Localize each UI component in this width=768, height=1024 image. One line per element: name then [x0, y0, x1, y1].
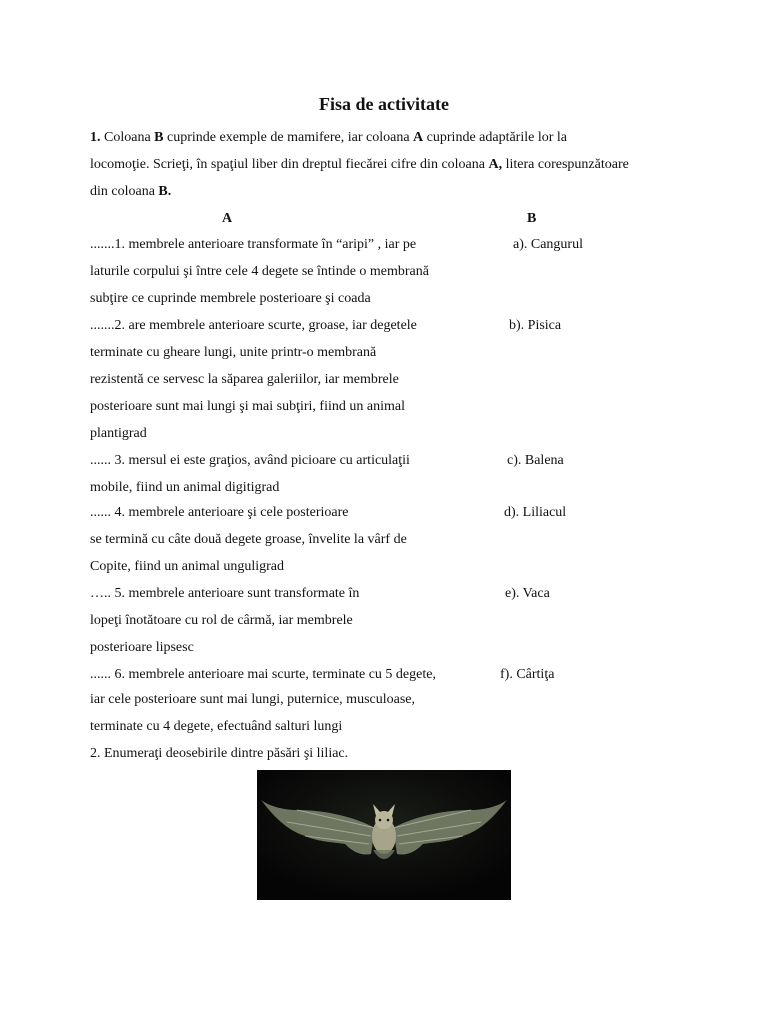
- option-b: b). Pisica: [509, 318, 562, 333]
- item-3-line-2: mobile, fiind un animal digitigrad: [90, 480, 280, 495]
- column-a-header: A: [222, 211, 233, 226]
- q1-text: Coloana: [100, 130, 155, 145]
- item-4-line-1: ...... 4. membrele anterioare şi cele posterioare: [90, 505, 349, 520]
- item-4-line-3: Copite, fiind un animal unguligrad: [90, 559, 285, 574]
- item-2-line-4: posterioare sunt mai lungi şi mai subţiri, fiind un animal: [90, 399, 405, 414]
- q1-text: litera corespunzătoare: [502, 157, 629, 172]
- option-c: c). Balena: [507, 453, 564, 468]
- item-2-line-3: rezistentă ce servesc la săparea galeriilor, iar membrele: [90, 372, 399, 387]
- q1-text: cuprinde adaptările lor la: [423, 130, 567, 145]
- option-a: a). Cangurul: [513, 237, 583, 252]
- option-f: f). Cârtiţa: [500, 667, 555, 682]
- item-1-line-2: laturile corpului şi între cele 4 degete se întinde o membrană: [90, 264, 429, 279]
- item-5-line-3: posterioare lipsesc: [90, 640, 194, 655]
- item-5-line-2: lopeţi înotătoare cu rol de cârmă, iar membrele: [90, 613, 353, 628]
- q1-text: din coloana: [90, 184, 159, 199]
- q1-bold-b: B.: [158, 184, 172, 199]
- page-title: Fisa de activitate: [319, 94, 449, 114]
- q1-bold-a: A: [413, 130, 424, 145]
- q1-bold-a: A,: [488, 157, 503, 172]
- item-5-line-1: ….. 5. membrele anterioare sunt transformate în: [90, 586, 360, 601]
- q1-number: 1.: [90, 130, 101, 145]
- item-6-line-1: ...... 6. membrele anterioare mai scurte, terminate cu 5 degete,: [90, 667, 436, 682]
- q1-text: cuprinde exemple de mamifere, iar coloana: [163, 130, 414, 145]
- item-6-line-2: iar cele posterioare sunt mai lungi, puternice, musculoase,: [90, 692, 416, 707]
- q1-line-2: [90, 156, 629, 174]
- q1-line-1: [90, 129, 567, 147]
- bat-illustration: [257, 770, 511, 900]
- option-d: d). Liliacul: [504, 505, 567, 520]
- column-b-header: B: [527, 211, 537, 226]
- q1-bold-b: B: [154, 130, 164, 145]
- item-3-line-1: ...... 3. mersul ei este graţios, având picioare cu articulaţii: [90, 453, 410, 468]
- item-1-line-3: subţire ce cuprinde membrele posterioare şi coada: [90, 291, 371, 306]
- bat-photo: [257, 770, 511, 900]
- item-1-line-1: .......1. membrele anterioare transformate în “aripi” , iar pe: [90, 237, 417, 252]
- q1-text: locomoţie. Scrieţi, în spaţiul liber din dreptul fiecărei cifre din coloana: [90, 157, 489, 172]
- item-2-line-5: plantigrad: [90, 426, 147, 441]
- item-4-line-2: se termină cu câte două degete groase, învelite la vârf de: [90, 532, 407, 547]
- item-2-line-1: .......2. are membrele anterioare scurte, groase, iar degetele: [90, 318, 417, 333]
- option-e: e). Vaca: [505, 586, 550, 601]
- item-6-line-3: terminate cu 4 degete, efectuând salturi lungi: [90, 719, 343, 734]
- q1-line-3: [90, 183, 171, 201]
- item-2-line-2: terminate cu gheare lungi, unite printr-o membrană: [90, 345, 377, 360]
- question-2: 2. Enumeraţi deosebirile dintre păsări şi liliac.: [90, 746, 349, 761]
